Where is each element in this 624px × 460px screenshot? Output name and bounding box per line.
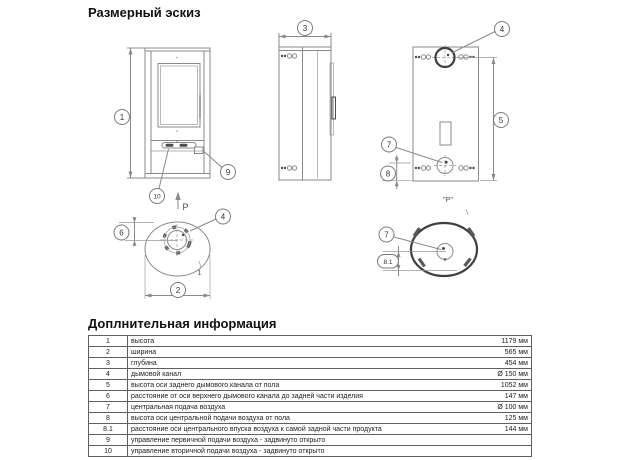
row-desc-cell: ширина [128,347,448,358]
info-section-title: Доплнительная информация [88,316,277,331]
primary-air-slider [166,144,174,147]
svg-text:6: 6 [119,228,124,238]
dimension-8 [381,155,421,189]
svg-text:P: P [182,202,189,212]
back-view [381,22,510,205]
force-direction-arrow [175,192,188,213]
table-row [89,336,532,347]
control-box [195,147,204,154]
table-row [89,413,532,424]
table-row [89,424,532,435]
row-desc-cell: расстояние от оси верхнего дымового канала до задней части изделия [128,391,448,402]
row-number-cell: 5 [89,380,128,391]
side-view [279,21,336,181]
row-value-cell: 565 мм [447,347,532,358]
row-value-cell: Ø 100 мм [447,402,532,413]
row-desc-cell: управление первичной подачи воздуха - задвинуто открыто [128,435,448,446]
row-number-cell: 4 [89,369,128,380]
svg-text:10: 10 [153,193,161,201]
row-number-cell: 9 [89,435,128,446]
central-air-inlet-bottom [437,244,453,262]
row-number-cell: 8.1 [89,424,128,435]
row-desc-cell: глубина [128,358,448,369]
table-row [89,380,532,391]
table-row [89,347,532,358]
row-number-cell: 8 [89,413,128,424]
row-value-cell: 1179 мм [447,336,532,347]
callout-9 [204,151,236,180]
svg-text:1: 1 [119,113,125,122]
row-number-cell: 3 [89,358,128,369]
row-value-cell: 125 мм [447,413,532,424]
row-desc-cell: высота оси центральной подачи воздуха от пола [128,413,448,424]
flue-outlet [432,45,458,70]
row-desc-cell: дымовой канал [128,369,448,380]
table-row [89,369,532,380]
side-vent-holes-bottom [281,166,297,170]
row-desc-cell: высота [128,336,448,347]
svg-text:5: 5 [498,116,504,125]
row-desc-cell: центральная подача воздуха [128,402,448,413]
callout-10 [150,149,169,204]
callout-4-bottom [190,209,231,231]
rear-view-label: "Р" [442,195,454,204]
callout-4-back [453,22,510,53]
row-value-cell: Ø 150 мм [447,369,532,380]
dimension-2 [145,255,210,299]
side-vent-holes-top [281,54,297,58]
svg-text:9: 9 [225,168,231,177]
table-row [89,435,532,446]
svg-text:7: 7 [384,230,389,240]
row-number-cell: 1 [89,336,128,347]
table-row [89,402,532,413]
table-row [89,391,532,402]
page-title: Размерный эскиз [88,5,201,20]
secondary-air-slider [180,144,188,147]
row-value-cell: 454 мм [447,358,532,369]
svg-text:3: 3 [302,24,308,33]
additional-info-table [88,335,532,457]
bottom-view [114,209,231,299]
svg-text:2: 2 [175,286,181,295]
row-value-cell: 1052 мм [447,380,532,391]
body-mark-1 [197,261,201,277]
flue-ring-top [160,224,194,257]
row-number-cell: 2 [89,347,128,358]
svg-text:8.1: 8.1 [383,258,393,266]
svg-text:8: 8 [385,169,391,179]
row-value-cell [447,435,532,446]
row-number-cell: 7 [89,402,128,413]
row-number-cell: 6 [89,391,128,402]
central-air-inlet [434,155,456,176]
foot-pads [414,209,474,267]
row-desc-cell: управление вторичной подачи воздуха - задвинуто открыто [128,446,448,457]
back-slot [440,122,451,145]
callout-7-back [382,137,443,163]
front-view [115,48,236,212]
table-row [89,358,532,369]
callout-7-bottom [379,227,441,250]
row-desc-cell: высота оси заднего дымового канала от пола [128,380,448,391]
row-desc-cell: расстояние оси центрального впуска воздуха к самой задной части продукта [128,424,448,435]
dimension-5 [456,58,509,181]
row-value-cell [447,446,532,457]
svg-text:7: 7 [386,140,392,150]
svg-text:1: 1 [197,268,202,277]
callout-3 [298,21,313,36]
row-value-cell: 147 мм [447,391,532,402]
svg-text:4: 4 [499,25,505,34]
stove-door-glass [158,64,200,128]
row-number-cell: 10 [89,446,128,457]
table-row [89,446,532,457]
row-value-cell: 144 мм [447,424,532,435]
callout-1 [115,110,130,125]
rear-bottom-view [378,209,478,276]
svg-text:4: 4 [220,212,226,222]
